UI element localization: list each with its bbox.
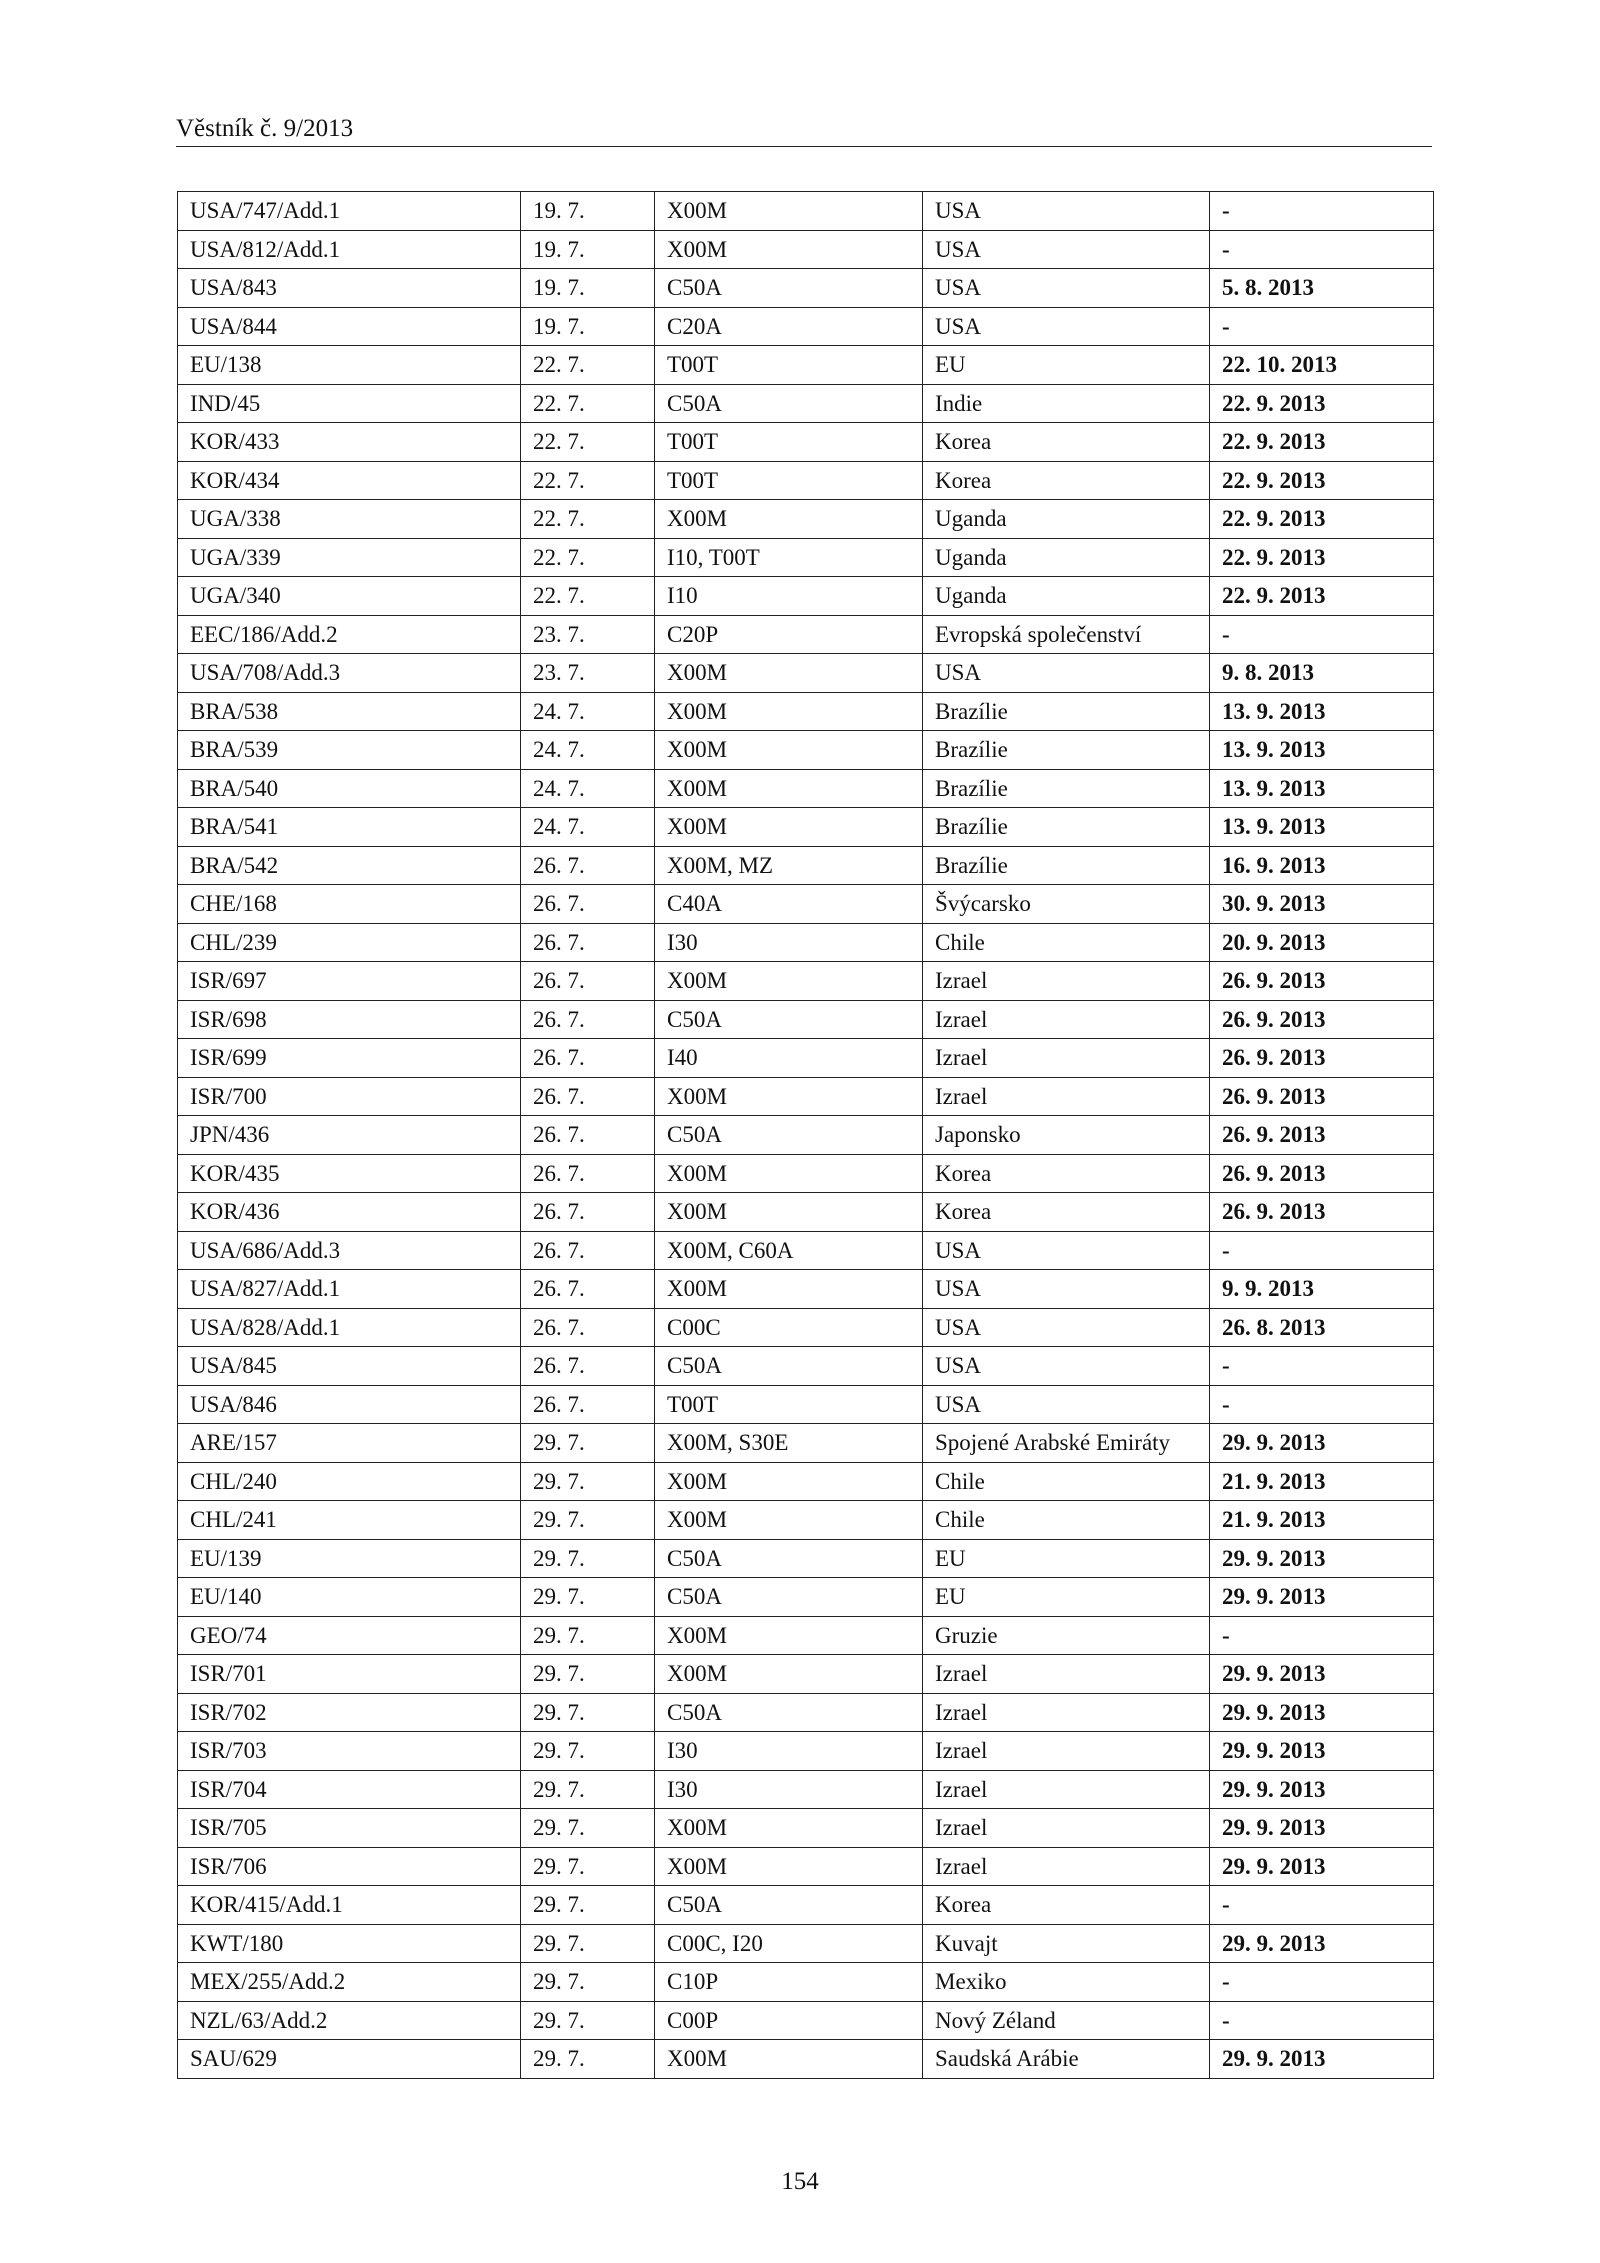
country-cell: USA <box>923 1385 1210 1424</box>
date-cell: 19. 7. <box>521 307 655 346</box>
deadline-cell: 9. 8. 2013 <box>1210 654 1434 693</box>
deadline-cell: 13. 9. 2013 <box>1210 808 1434 847</box>
document-symbol-cell: UGA/340 <box>178 577 521 616</box>
deadline-cell: - <box>1210 1347 1434 1386</box>
date-cell: 19. 7. <box>521 192 655 231</box>
table-row <box>178 1770 1434 1809</box>
date-cell: 29. 7. <box>521 1616 655 1655</box>
table-row <box>178 384 1434 423</box>
date-cell: 29. 7. <box>521 1847 655 1886</box>
table-row <box>178 1616 1434 1655</box>
country-cell: Mexiko <box>923 1963 1210 2002</box>
deadline-cell: 29. 9. 2013 <box>1210 2040 1434 2079</box>
table-row <box>178 1077 1434 1116</box>
table-row <box>178 1424 1434 1463</box>
document-symbol-cell: EU/138 <box>178 346 521 385</box>
date-cell: 29. 7. <box>521 1578 655 1617</box>
date-cell: 26. 7. <box>521 885 655 924</box>
deadline-cell: 13. 9. 2013 <box>1210 731 1434 770</box>
deadline-cell: 29. 9. 2013 <box>1210 1809 1434 1848</box>
table-row <box>178 1193 1434 1232</box>
code-cell: C50A <box>655 269 923 308</box>
deadline-cell: - <box>1210 2001 1434 2040</box>
code-cell: X00M <box>655 654 923 693</box>
code-cell: X00M <box>655 230 923 269</box>
date-cell: 29. 7. <box>521 1886 655 1925</box>
deadline-cell: 21. 9. 2013 <box>1210 1501 1434 1540</box>
document-symbol-cell: NZL/63/Add.2 <box>178 2001 521 2040</box>
code-cell: X00M <box>655 1809 923 1848</box>
code-cell: X00M <box>655 500 923 539</box>
date-cell: 26. 7. <box>521 962 655 1001</box>
country-cell: Korea <box>923 1886 1210 1925</box>
code-cell: C40A <box>655 885 923 924</box>
date-cell: 29. 7. <box>521 1501 655 1540</box>
date-cell: 26. 7. <box>521 1154 655 1193</box>
country-cell: USA <box>923 1308 1210 1347</box>
code-cell: X00M, S30E <box>655 1424 923 1463</box>
country-cell: Švýcarsko <box>923 885 1210 924</box>
table-row <box>178 269 1434 308</box>
country-cell: Evropská společenství <box>923 615 1210 654</box>
deadline-cell: 5. 8. 2013 <box>1210 269 1434 308</box>
country-cell: Izrael <box>923 1039 1210 1078</box>
deadline-cell: 13. 9. 2013 <box>1210 769 1434 808</box>
date-cell: 26. 7. <box>521 1385 655 1424</box>
deadline-cell: 13. 9. 2013 <box>1210 692 1434 731</box>
code-cell: X00M <box>655 1193 923 1232</box>
document-symbol-cell: IND/45 <box>178 384 521 423</box>
page-header <box>176 112 1432 147</box>
deadline-cell: 29. 9. 2013 <box>1210 1770 1434 1809</box>
country-cell: Chile <box>923 1462 1210 1501</box>
document-symbol-cell: BRA/538 <box>178 692 521 731</box>
date-cell: 23. 7. <box>521 654 655 693</box>
document-symbol-cell: UGA/339 <box>178 538 521 577</box>
code-cell: X00M <box>655 1655 923 1694</box>
table-row <box>178 962 1434 1001</box>
code-cell: C50A <box>655 1539 923 1578</box>
deadline-cell: 29. 9. 2013 <box>1210 1655 1434 1694</box>
date-cell: 26. 7. <box>521 1039 655 1078</box>
table-row <box>178 1655 1434 1694</box>
date-cell: 26. 7. <box>521 1347 655 1386</box>
country-cell: Brazílie <box>923 731 1210 770</box>
document-symbol-cell: USA/828/Add.1 <box>178 1308 521 1347</box>
deadline-cell: - <box>1210 1231 1434 1270</box>
date-cell: 29. 7. <box>521 1693 655 1732</box>
document-symbol-cell: CHL/240 <box>178 1462 521 1501</box>
code-cell: C50A <box>655 1693 923 1732</box>
country-cell: Spojené Arabské Emiráty <box>923 1424 1210 1463</box>
table-row <box>178 500 1434 539</box>
country-cell: Izrael <box>923 1693 1210 1732</box>
deadline-cell: 22. 9. 2013 <box>1210 538 1434 577</box>
table-row <box>178 461 1434 500</box>
date-cell: 19. 7. <box>521 230 655 269</box>
table-row <box>178 307 1434 346</box>
table-row <box>178 1462 1434 1501</box>
deadline-cell: - <box>1210 307 1434 346</box>
country-cell: Izrael <box>923 1770 1210 1809</box>
document-symbol-cell: EEC/186/Add.2 <box>178 615 521 654</box>
date-cell: 23. 7. <box>521 615 655 654</box>
table-row <box>178 230 1434 269</box>
deadline-cell: 22. 10. 2013 <box>1210 346 1434 385</box>
country-cell: USA <box>923 1347 1210 1386</box>
country-cell: Uganda <box>923 577 1210 616</box>
code-cell: T00T <box>655 1385 923 1424</box>
deadline-cell: 22. 9. 2013 <box>1210 500 1434 539</box>
document-symbol-cell: CHL/241 <box>178 1501 521 1540</box>
deadline-cell: 29. 9. 2013 <box>1210 1924 1434 1963</box>
country-cell: Korea <box>923 461 1210 500</box>
country-cell: USA <box>923 1231 1210 1270</box>
document-symbol-cell: ISR/698 <box>178 1000 521 1039</box>
deadline-cell: 29. 9. 2013 <box>1210 1578 1434 1617</box>
deadline-cell: 20. 9. 2013 <box>1210 923 1434 962</box>
document-symbol-cell: SAU/629 <box>178 2040 521 2079</box>
document-symbol-cell: EU/139 <box>178 1539 521 1578</box>
date-cell: 22. 7. <box>521 500 655 539</box>
country-cell: Brazílie <box>923 808 1210 847</box>
date-cell: 24. 7. <box>521 808 655 847</box>
deadline-cell: 22. 9. 2013 <box>1210 577 1434 616</box>
deadline-cell: 30. 9. 2013 <box>1210 885 1434 924</box>
deadline-cell: - <box>1210 1886 1434 1925</box>
country-cell: Izrael <box>923 1077 1210 1116</box>
table-row <box>178 577 1434 616</box>
date-cell: 29. 7. <box>521 1770 655 1809</box>
code-cell: X00M <box>655 192 923 231</box>
country-cell: Izrael <box>923 1847 1210 1886</box>
document-symbol-cell: ISR/697 <box>178 962 521 1001</box>
table-row <box>178 1308 1434 1347</box>
date-cell: 24. 7. <box>521 769 655 808</box>
deadline-cell: 26. 9. 2013 <box>1210 1116 1434 1155</box>
table-row <box>178 1693 1434 1732</box>
deadline-cell: 29. 9. 2013 <box>1210 1424 1434 1463</box>
document-symbol-cell: KWT/180 <box>178 1924 521 1963</box>
code-cell: C50A <box>655 1578 923 1617</box>
deadline-cell: 21. 9. 2013 <box>1210 1462 1434 1501</box>
code-cell: I30 <box>655 923 923 962</box>
country-cell: Izrael <box>923 1732 1210 1771</box>
document-symbol-cell: ISR/704 <box>178 1770 521 1809</box>
document-symbol-cell: KOR/434 <box>178 461 521 500</box>
code-cell: X00M <box>655 1270 923 1309</box>
code-cell: C00P <box>655 2001 923 2040</box>
date-cell: 24. 7. <box>521 731 655 770</box>
country-cell: Uganda <box>923 500 1210 539</box>
country-cell: Korea <box>923 423 1210 462</box>
code-cell: C50A <box>655 1886 923 1925</box>
date-cell: 29. 7. <box>521 1424 655 1463</box>
code-cell: X00M <box>655 769 923 808</box>
country-cell: Korea <box>923 1154 1210 1193</box>
country-cell: Uganda <box>923 538 1210 577</box>
page-number: 154 <box>781 2168 819 2195</box>
deadline-cell: 29. 9. 2013 <box>1210 1847 1434 1886</box>
code-cell: C50A <box>655 384 923 423</box>
code-cell: I30 <box>655 1732 923 1771</box>
date-cell: 26. 7. <box>521 846 655 885</box>
deadline-cell: 26. 9. 2013 <box>1210 1077 1434 1116</box>
table-row <box>178 1231 1434 1270</box>
code-cell: X00M, C60A <box>655 1231 923 1270</box>
table-row <box>178 346 1434 385</box>
document-symbol-cell: ARE/157 <box>178 1424 521 1463</box>
document-symbol-cell: USA/708/Add.3 <box>178 654 521 693</box>
code-cell: I30 <box>655 1770 923 1809</box>
country-cell: Brazílie <box>923 769 1210 808</box>
date-cell: 26. 7. <box>521 923 655 962</box>
date-cell: 24. 7. <box>521 692 655 731</box>
document-symbol-cell: USA/686/Add.3 <box>178 1231 521 1270</box>
date-cell: 26. 7. <box>521 1193 655 1232</box>
date-cell: 29. 7. <box>521 1924 655 1963</box>
document-symbol-cell: USA/747/Add.1 <box>178 192 521 231</box>
code-cell: I10 <box>655 577 923 616</box>
deadline-cell: 29. 9. 2013 <box>1210 1693 1434 1732</box>
country-cell: EU <box>923 1578 1210 1617</box>
document-symbol-cell: CHL/239 <box>178 923 521 962</box>
table-row <box>178 1924 1434 1963</box>
country-cell: Izrael <box>923 1655 1210 1694</box>
date-cell: 29. 7. <box>521 2001 655 2040</box>
document-symbol-cell: USA/846 <box>178 1385 521 1424</box>
table-row <box>178 423 1434 462</box>
deadline-cell: - <box>1210 615 1434 654</box>
table-row <box>178 731 1434 770</box>
code-cell: X00M <box>655 692 923 731</box>
journal-title: Věstník č. 9/2013 <box>176 115 354 142</box>
table-row <box>178 1809 1434 1848</box>
code-cell: I10, T00T <box>655 538 923 577</box>
date-cell: 26. 7. <box>521 1270 655 1309</box>
document-symbol-cell: ISR/701 <box>178 1655 521 1694</box>
code-cell: X00M <box>655 1462 923 1501</box>
code-cell: I40 <box>655 1039 923 1078</box>
country-cell: USA <box>923 192 1210 231</box>
country-cell: Chile <box>923 1501 1210 1540</box>
notification-table <box>177 191 1434 2079</box>
table-row <box>178 192 1434 231</box>
deadline-cell: 26. 9. 2013 <box>1210 1000 1434 1039</box>
document-symbol-cell: BRA/539 <box>178 731 521 770</box>
deadline-cell: 9. 9. 2013 <box>1210 1270 1434 1309</box>
document-symbol-cell: BRA/540 <box>178 769 521 808</box>
table-row <box>178 2001 1434 2040</box>
table-row <box>178 1154 1434 1193</box>
document-symbol-cell: BRA/541 <box>178 808 521 847</box>
table-row <box>178 1501 1434 1540</box>
date-cell: 22. 7. <box>521 461 655 500</box>
table-row <box>178 1963 1434 2002</box>
table-row <box>178 1886 1434 1925</box>
table-row <box>178 808 1434 847</box>
country-cell: Brazílie <box>923 846 1210 885</box>
date-cell: 29. 7. <box>521 1732 655 1771</box>
deadline-cell: 22. 9. 2013 <box>1210 384 1434 423</box>
country-cell: Izrael <box>923 1000 1210 1039</box>
deadline-cell: 26. 9. 2013 <box>1210 1039 1434 1078</box>
code-cell: X00M <box>655 2040 923 2079</box>
code-cell: X00M <box>655 1154 923 1193</box>
table-row <box>178 1039 1434 1078</box>
table-row <box>178 1732 1434 1771</box>
country-cell: USA <box>923 269 1210 308</box>
code-cell: C10P <box>655 1963 923 2002</box>
code-cell: C50A <box>655 1000 923 1039</box>
country-cell: Chile <box>923 923 1210 962</box>
date-cell: 22. 7. <box>521 577 655 616</box>
document-symbol-cell: USA/844 <box>178 307 521 346</box>
table-row <box>178 885 1434 924</box>
table-row <box>178 654 1434 693</box>
country-cell: EU <box>923 346 1210 385</box>
country-cell: Saudská Arábie <box>923 2040 1210 2079</box>
country-cell: Izrael <box>923 1809 1210 1848</box>
table-row <box>178 1347 1434 1386</box>
document-symbol-cell: KOR/433 <box>178 423 521 462</box>
deadline-cell: 29. 9. 2013 <box>1210 1539 1434 1578</box>
country-cell: EU <box>923 1539 1210 1578</box>
deadline-cell: 26. 9. 2013 <box>1210 1193 1434 1232</box>
document-symbol-cell: CHE/168 <box>178 885 521 924</box>
code-cell: X00M <box>655 731 923 770</box>
deadline-cell: - <box>1210 1385 1434 1424</box>
country-cell: Gruzie <box>923 1616 1210 1655</box>
document-symbol-cell: USA/812/Add.1 <box>178 230 521 269</box>
country-cell: Nový Zéland <box>923 2001 1210 2040</box>
document-symbol-cell: USA/827/Add.1 <box>178 1270 521 1309</box>
code-cell: T00T <box>655 423 923 462</box>
table-row <box>178 1539 1434 1578</box>
country-cell: USA <box>923 230 1210 269</box>
table-row <box>178 538 1434 577</box>
deadline-cell: 22. 9. 2013 <box>1210 423 1434 462</box>
deadline-cell: 29. 9. 2013 <box>1210 1732 1434 1771</box>
date-cell: 22. 7. <box>521 384 655 423</box>
code-cell: X00M <box>655 808 923 847</box>
document-symbol-cell: KOR/435 <box>178 1154 521 1193</box>
deadline-cell: - <box>1210 230 1434 269</box>
date-cell: 26. 7. <box>521 1000 655 1039</box>
deadline-cell: - <box>1210 192 1434 231</box>
deadline-cell: - <box>1210 1963 1434 2002</box>
country-cell: USA <box>923 1270 1210 1309</box>
country-cell: Brazílie <box>923 692 1210 731</box>
document-symbol-cell: KOR/415/Add.1 <box>178 1886 521 1925</box>
date-cell: 29. 7. <box>521 1539 655 1578</box>
table-row <box>178 923 1434 962</box>
code-cell: C20P <box>655 615 923 654</box>
document-symbol-cell: GEO/74 <box>178 1616 521 1655</box>
document-symbol-cell: ISR/699 <box>178 1039 521 1078</box>
date-cell: 29. 7. <box>521 1963 655 2002</box>
code-cell: X00M <box>655 1847 923 1886</box>
table-row <box>178 1270 1434 1309</box>
table-row <box>178 1000 1434 1039</box>
table-row <box>178 692 1434 731</box>
table-row <box>178 1847 1434 1886</box>
document-symbol-cell: USA/843 <box>178 269 521 308</box>
deadline-cell: 26. 9. 2013 <box>1210 1154 1434 1193</box>
country-cell: Kuvajt <box>923 1924 1210 1963</box>
country-cell: Korea <box>923 1193 1210 1232</box>
date-cell: 26. 7. <box>521 1308 655 1347</box>
document-symbol-cell: ISR/706 <box>178 1847 521 1886</box>
table-row <box>178 1578 1434 1617</box>
country-cell: Japonsko <box>923 1116 1210 1155</box>
code-cell: T00T <box>655 346 923 385</box>
deadline-cell: 26. 8. 2013 <box>1210 1308 1434 1347</box>
document-symbol-cell: ISR/702 <box>178 1693 521 1732</box>
deadline-cell: - <box>1210 1616 1434 1655</box>
document-symbol-cell: MEX/255/Add.2 <box>178 1963 521 2002</box>
date-cell: 22. 7. <box>521 538 655 577</box>
document-symbol-cell: USA/845 <box>178 1347 521 1386</box>
document-symbol-cell: KOR/436 <box>178 1193 521 1232</box>
table-row <box>178 846 1434 885</box>
date-cell: 22. 7. <box>521 346 655 385</box>
code-cell: X00M <box>655 1616 923 1655</box>
table-row <box>178 1116 1434 1155</box>
document-symbol-cell: ISR/705 <box>178 1809 521 1848</box>
deadline-cell: 22. 9. 2013 <box>1210 461 1434 500</box>
date-cell: 22. 7. <box>521 423 655 462</box>
code-cell: C00C, I20 <box>655 1924 923 1963</box>
document-symbol-cell: JPN/436 <box>178 1116 521 1155</box>
country-cell: USA <box>923 307 1210 346</box>
deadline-cell: 16. 9. 2013 <box>1210 846 1434 885</box>
code-cell: C50A <box>655 1347 923 1386</box>
code-cell: C00C <box>655 1308 923 1347</box>
code-cell: X00M, MZ <box>655 846 923 885</box>
document-symbol-cell: EU/140 <box>178 1578 521 1617</box>
table-row <box>178 769 1434 808</box>
date-cell: 29. 7. <box>521 1462 655 1501</box>
code-cell: C50A <box>655 1116 923 1155</box>
code-cell: X00M <box>655 962 923 1001</box>
document-symbol-cell: ISR/703 <box>178 1732 521 1771</box>
table-row <box>178 2040 1434 2079</box>
table-row <box>178 615 1434 654</box>
code-cell: X00M <box>655 1501 923 1540</box>
table-body <box>178 192 1434 2079</box>
country-cell: Izrael <box>923 962 1210 1001</box>
date-cell: 29. 7. <box>521 1655 655 1694</box>
date-cell: 19. 7. <box>521 269 655 308</box>
document-symbol-cell: ISR/700 <box>178 1077 521 1116</box>
country-cell: Indie <box>923 384 1210 423</box>
code-cell: C20A <box>655 307 923 346</box>
code-cell: X00M <box>655 1077 923 1116</box>
document-symbol-cell: BRA/542 <box>178 846 521 885</box>
code-cell: T00T <box>655 461 923 500</box>
country-cell: USA <box>923 654 1210 693</box>
date-cell: 26. 7. <box>521 1077 655 1116</box>
date-cell: 29. 7. <box>521 1809 655 1848</box>
date-cell: 26. 7. <box>521 1116 655 1155</box>
date-cell: 26. 7. <box>521 1231 655 1270</box>
document-symbol-cell: UGA/338 <box>178 500 521 539</box>
table-row <box>178 1385 1434 1424</box>
deadline-cell: 26. 9. 2013 <box>1210 962 1434 1001</box>
date-cell: 29. 7. <box>521 2040 655 2079</box>
